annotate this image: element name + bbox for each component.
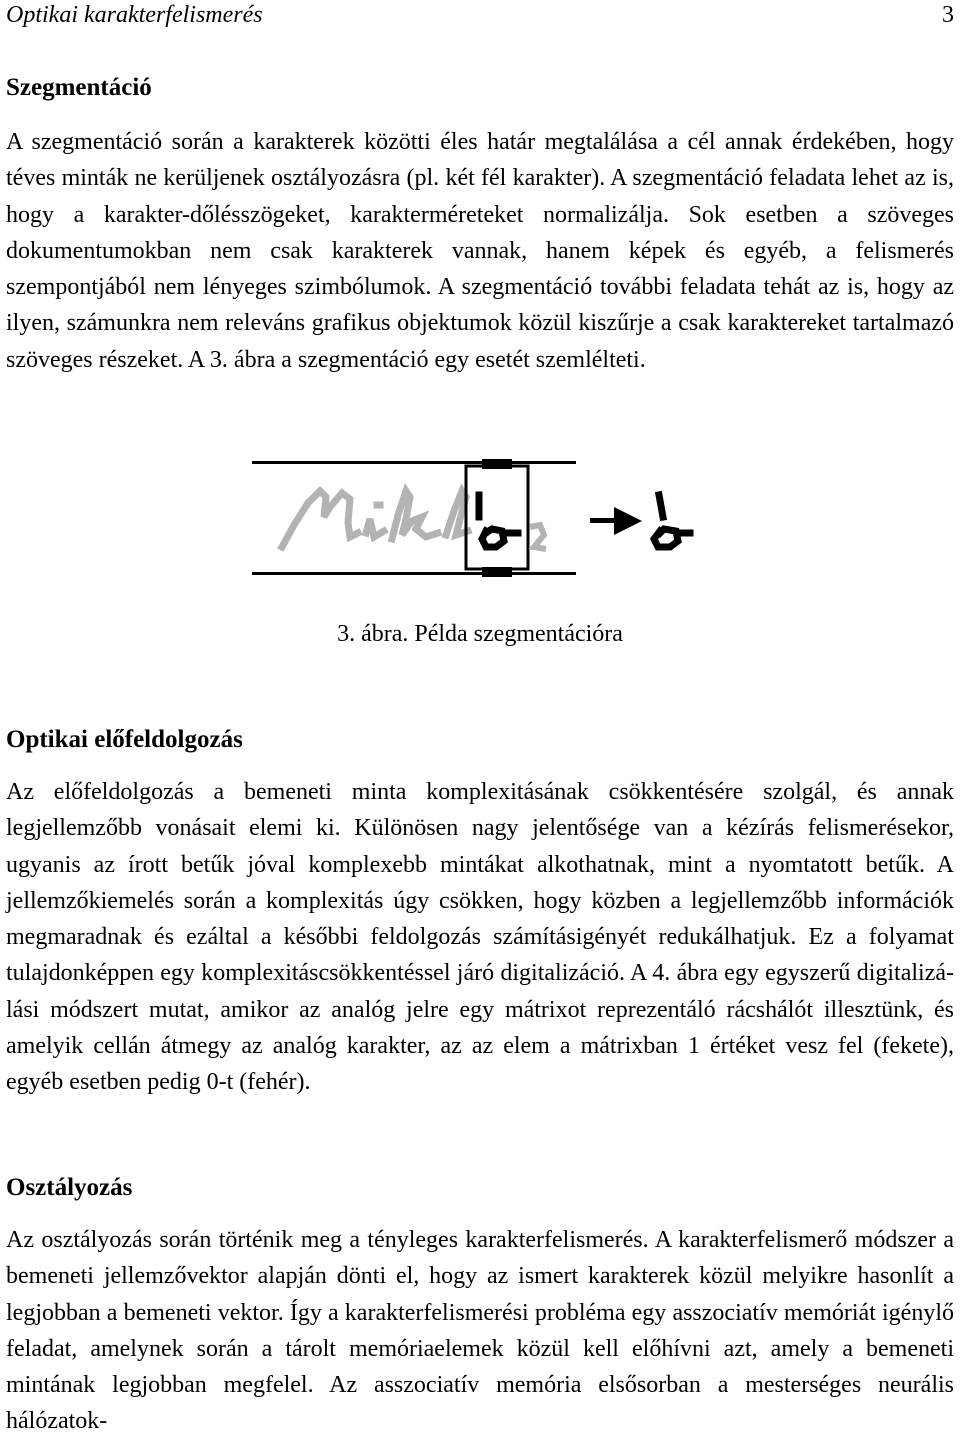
running-header [6, 0, 954, 30]
next-letter-fragment [530, 525, 546, 549]
segmentation-box [466, 466, 528, 569]
page-number: 3 [942, 2, 954, 28]
figure-segmentation-example [250, 455, 710, 585]
figure-caption: 3. ábra. Példa szegmentációra [337, 621, 623, 647]
segmentation-box-bottom-handle [482, 567, 512, 577]
handwritten-word-image [282, 491, 468, 547]
paragraph-classification: Az osztályozás során történik meg a tényleges karakterfelismerés. A karakterfelismerő módszer a bemeneti jellemzővektor alapján dönti el, hogy az ismert karakterek közül melyikre hasonlít a legjobban a bemeneti vektor. Így a karakterfelismerési probléma egy asszociatív memóriát igénylő feladat, amelynek során a tárolt memóriaelemek közül kell előhívni azt, amely a bemeneti mintának legjobban megfelel. Az asszociatív memória elsősorban a mesterséges neurális hálózatok- [6, 1227, 954, 1435]
running-title: Optikai karakterfelismerés [6, 2, 263, 28]
segmentation-illustration [250, 455, 710, 585]
section-heading-classification: Osztályozás [6, 1174, 133, 1201]
top-guide-line [252, 461, 576, 464]
paragraph-preprocessing: Az előfeldolgozás a bemeneti minta komplexitásának csökkentésére szolgál, és annak legjellemzőbb vonásait elemi ki. Különösen nagy jelentősége van a kézírás felismerésekor, ugyanis az írott betűk jóval komplexebb mintákat alkothatnak, mint a nyomtatott betűk. A jellemzőkiemelés során a komplexitás úgy csökken, hogy közben a legjellemzőbb információk megmaradnak és ezáltal a későbbi feldolgozás számításigényét redukálhatjuk. Ez a folyamat tulajdonképpen egy komplexitáscsökkentéssel járó digitalizáció. A 4. ábra egy egyszerű digitalizálási módszert mutat, amikor az analóg jelre egy mátrixot reprezentáló rácshálót illesztünk, és amelyik cellán átmegy az analóg karakter, az az elem a mátrixban 1 értéket vesz fel (fekete), egyéb esetben pedig 0-t (fehér). [6, 779, 954, 1096]
bottom-guide-line [252, 572, 576, 575]
section-heading-segmentation: Szegmentáció [6, 74, 152, 101]
paragraph-segmentation: A szegmentáció során a karakterek közötti éles határ megtalálása a cél annak érdekében, hogy téves minták ne kerüljenek osztályozásra (pl. két fél karakter). A szegmentáció feladata lehet az is, hogy a karakter-dőlésszögeket, karakterméreteket normalizálja. Sok esetben a szöveges dokumentumokban nem csak karakterek vannak, hanem képek és egyéb, a felismerés szempontjából nem lényeges szimbólumok. A szegmentáció további feladata tehát az is, hogy az ilyen, számunkra nem releváns grafikus objektumok közül kiszűrje a csak karaktereket tartalmazó szöveges részeket. A 3. ábra a szegmentáció egy esetét szemlélteti. [6, 129, 954, 373]
extracted-character [654, 495, 690, 547]
segmented-character [479, 495, 518, 547]
section-heading-preprocessing: Optikai előfeldolgozás [6, 726, 243, 753]
segmentation-box-top-handle [482, 459, 512, 469]
arrow-right-icon [590, 507, 642, 535]
